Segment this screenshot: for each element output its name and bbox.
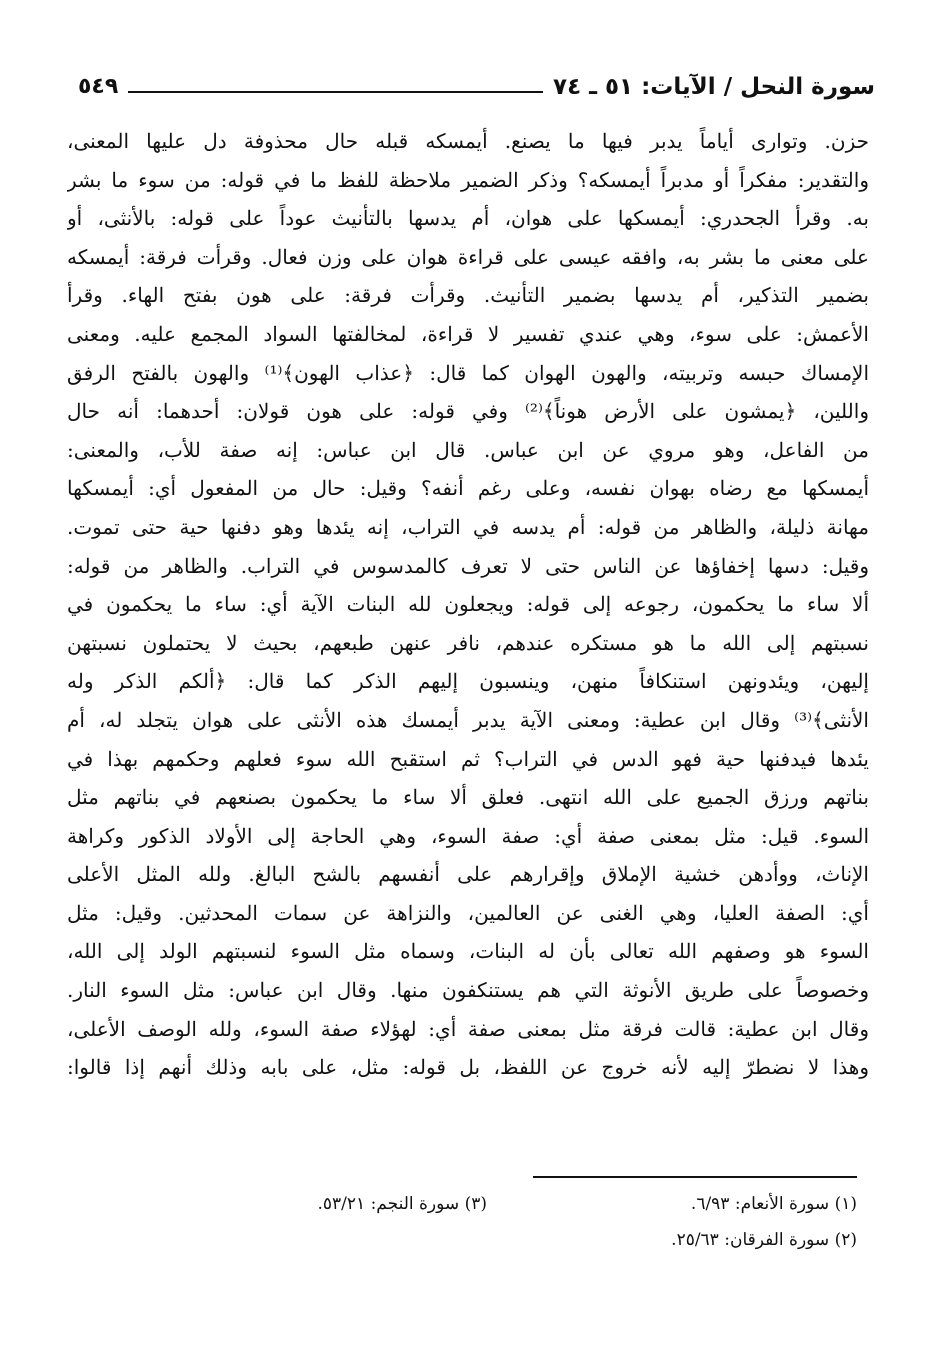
text-line: نسبتهم إلى الله ما هو مستكره عندهم، نافر عنهن طبعهم، بحيث لا يحتملون نسبتهن [67, 630, 869, 655]
footnote-row [117, 1186, 857, 1222]
body-text [67, 122, 869, 1087]
text-line: والتقدير: مفكراً أو مدبراً أيمسكه؟ وذكر الضمير ملاحظة للفظ ما في قوله: من سوء ما بشر [67, 167, 869, 192]
footnote-row [117, 1222, 857, 1258]
text-line: حزن. وتوارى أياماً يدبر فيها ما يصنع. أيمسكه قبله حال محذوفة دل عليها المعنى، [67, 129, 869, 153]
text-line: بناتهم ورزق الجميع على الله انتهى. فعلق ألا ساء ما يحكمون بصنعهم في بناتهم مثل [67, 785, 869, 810]
text-line: وقيل: دسها إخفاؤها عن الناس حتى لا تعرف كالمدسوس في التراب. والظاهر من قوله: [67, 553, 869, 578]
page-number: ٥٤٩ [78, 74, 119, 99]
text-line: به. وقرأ الجحدري: أيمسكها على هوان، أم يدسها بالتأنيث عوداً على قوله: بالأنثى، أو [67, 206, 869, 231]
text-line: وهذا لا نضطرّ إليه لأنه خروج عن اللفظ، بل قوله: مثل، على بابه وذلك أنهم إذا قالوا: [67, 1055, 869, 1080]
text-line: يئدها فيدفنها حية فهو الدس في التراب؟ ثم استقبح الله سوء فعلهم وحكمهم بهذا في [67, 746, 869, 771]
text-line: أيمسكها مع رضاه بهوان نفسه، وعلى رغم أنفه؟ وقيل: حال من المفعول أي: أيمسكها [67, 476, 869, 501]
running-header [78, 62, 875, 102]
footnote: (٢) سورة الفرقان: ٢٥/٦٣. [671, 1230, 857, 1250]
footnotes [117, 1186, 857, 1258]
text-line: الأنثى﴾⁽³⁾ وقال ابن عطية: ومعنى الآية يدبر أيمسك هذه الأنثى على هوان يتجلد له، أم [67, 707, 869, 732]
footnote: (١) سورة الأنعام: ٦/٩٣. [690, 1194, 857, 1214]
text-line: وخصوصاً على طريق الأنوثة التي هم يستنكفون منها. وقال ابن عباس: مثل السوء النار. [67, 978, 869, 1003]
text-line: وقال ابن عطية: قالت فرقة مثل بمعنى صفة أي: لهؤلاء صفة السوء، ولله الوصف الأعلى، [67, 1016, 869, 1041]
text-line: الأعمش: على سوء، وهي عندي تفسير لا قراءة، لمخالفتها السواد المجمع عليه. ومعنى [67, 321, 869, 346]
text-line: ألا ساء ما يحكمون، رجوعه إلى قوله: ويجعلون لله البنات الآية أي: ساء ما يحكمون في [67, 592, 869, 617]
text-line: من الفاعل، وهو مروي عن ابن عباس. قال ابن عباس: إنه صفة للأب، والمعنى: [67, 437, 869, 462]
text-line: الإمساك حبسه وتربيته، والهون الهوان كما قال: ﴿عذاب الهون﴾⁽¹⁾ والهون بالفتح الرفق [67, 360, 869, 385]
footnote: (٣) سورة النجم: ٥٣/٢١. [317, 1194, 487, 1214]
text-line: السوء. قيل: مثل بمعنى صفة أي: صفة السوء، وهي الحاجة إلى الأولاد الذكور وكراهة [67, 823, 869, 848]
header-rule [128, 91, 543, 93]
text-line: السوء هو وصفهم الله تعالى بأن له البنات، وسماه مثل السوء لنسبتهم الولد إلى الله، [67, 939, 869, 964]
text-line: الإناث، ووأدهن خشية الإملاق وإقرارهم على أنفسهم بالشح البالغ. ولله المثل الأعلى [67, 862, 869, 887]
text-line: مهانة ذليلة، والظاهر من قوله: أم يدسه في التراب، إنه يئدها وهو دفنها حية حتى تموت. [67, 514, 869, 539]
running-title: سورة النحل / الآيات: ٥١ ـ ٧٤ [553, 74, 875, 100]
text-line: إليهن، ويئدونهن استنكافاً منهن، وينسبون إليهم الذكر كما قال: ﴿ألكم الذكر وله [67, 669, 869, 694]
text-line: بضمير التذكير، أم يدسها بضمير التأنيث. وقرأت فرقة: على هون بفتح الهاء. وقرأ [67, 283, 869, 308]
text-line: على معنى ما بشر به، وافقه عيسى على قراءة هوان على وزن فعال. وقرأت فرقة: أيمسكه [67, 244, 869, 269]
footnote-separator [533, 1176, 857, 1178]
text-line: واللين، ﴿يمشون على الأرض هوناً﴾⁽²⁾ وفي قوله: على هون قولان: أحدهما: أنه حال [67, 399, 869, 424]
text-line: أي: الصفة العليا، وهي الغنى عن العالمين، والنزاهة عن سمات المحدثين. وقيل: مثل [67, 900, 869, 925]
